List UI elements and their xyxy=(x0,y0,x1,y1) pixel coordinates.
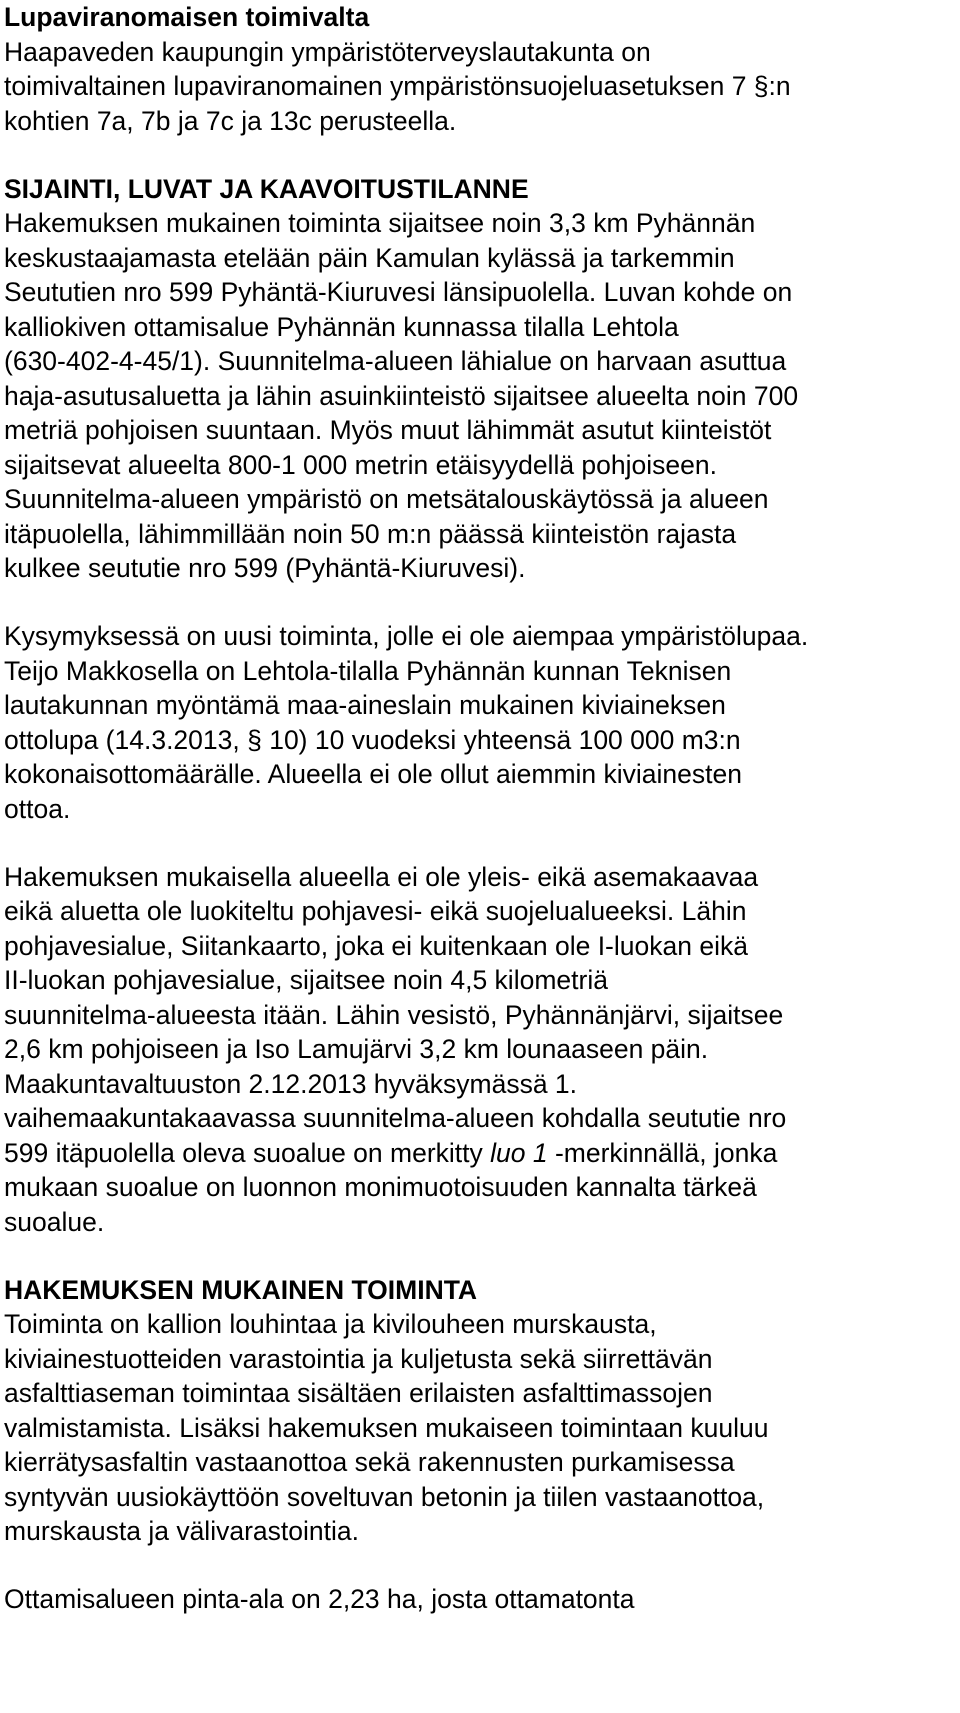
text-line: metriä pohjoisen suuntaan. Myös muut lähimmät asutut kiinteistöt xyxy=(4,415,772,445)
text-line: Haapaveden kaupungin ympäristöterveyslautakunta on xyxy=(4,36,651,67)
section-heading: SIJAINTI, LUVAT JA KAAVOITUSTILANNE xyxy=(4,173,529,204)
paragraph-gap xyxy=(4,1549,954,1583)
text-line: Toiminta on kallion louhintaa ja kivilouheen murskausta, xyxy=(4,1309,657,1339)
paragraph-gap xyxy=(4,826,954,860)
text-line: Maakuntavaltuuston 2.12.2013 hyväksymässä 1. xyxy=(4,1068,578,1099)
section-area xyxy=(4,1582,954,1617)
italic-marking: luo 1 xyxy=(490,1137,548,1168)
text-line: II-luokan pohjavesialue, sijaitsee noin 4,5 kilometriä xyxy=(4,965,608,995)
text-line: suunnitelma-alueesta itään. Lähin vesistö, Pyhännänjärvi, sijaitsee xyxy=(4,999,784,1030)
text-line: kiviainestuotteiden varastointia ja kuljetusta sekä siirrettävän xyxy=(4,1343,713,1374)
document-page xyxy=(4,0,954,1617)
section-activity xyxy=(4,1273,954,1549)
paragraph-gap xyxy=(4,1239,954,1273)
text-line: suoalue. xyxy=(4,1206,105,1237)
section-new-activity xyxy=(4,619,954,826)
text-line-with-italic xyxy=(4,1136,954,1171)
section-location xyxy=(4,172,954,586)
text-line: lautakunnan myöntämä maa-aineslain mukainen kiviaineksen xyxy=(4,690,726,720)
text-line: Seututien nro 599 Pyhäntä-Kiuruvesi länsipuolella. Luvan kohde on xyxy=(4,277,793,307)
text-line: Suunnitelma-alueen ympäristö on metsätalouskäytössä ja alueen xyxy=(4,484,769,514)
text-line: valmistamista. Lisäksi hakemuksen mukaiseen toimintaan kuuluu xyxy=(4,1412,769,1443)
text-line: Hakemuksen mukainen toiminta sijaitsee noin 3,3 km Pyhännän xyxy=(4,208,756,238)
text-line: pohjavesialue, Siitankaarto, joka ei kuitenkaan ole I-luokan eikä xyxy=(4,930,748,961)
text-line: syntyvän uusiokäyttöön soveltuvan betonin ja tiilen vastaanottoa, xyxy=(4,1481,765,1512)
text-line: Ottamisalueen pinta-ala on 2,23 ha, josta ottamatonta xyxy=(4,1584,635,1614)
text-line: ottolupa (14.3.2013, § 10) 10 vuodeksi yhteensä 100 000 m3:n xyxy=(4,724,741,755)
section-zoning xyxy=(4,860,954,1240)
text-line: 2,6 km pohjoiseen ja Iso Lamujärvi 3,2 km lounaaseen päin. xyxy=(4,1034,709,1064)
section-heading: Lupaviranomaisen toimivalta xyxy=(4,2,370,32)
text-line: Kysymyksessä on uusi toiminta, jolle ei ole aiempaa ympäristölupaa. xyxy=(4,621,809,651)
text-line: vaihemaakuntakaavassa suunnitelma-alueen kohdalla seututie nro xyxy=(4,1103,787,1133)
text-line: itäpuolella, lähimmillään noin 50 m:n päässä kiinteistön rajasta xyxy=(4,518,737,549)
text-line: kierrätysasfaltin vastaanottoa sekä rakennusten purkamisessa xyxy=(4,1447,735,1477)
text-line: eikä aluetta ole luokiteltu pohjavesi- eikä suojelualueeksi. Lähin xyxy=(4,896,747,926)
text-line: asfalttiaseman toimintaa sisältäen erilaisten asfalttimassojen xyxy=(4,1378,713,1408)
text-line: Teijo Makkosella on Lehtola-tilalla Pyhännän kunnan Teknisen xyxy=(4,655,732,686)
section-authority xyxy=(4,0,954,138)
text-line: ottoa. xyxy=(4,793,71,824)
text-line: haja-asutusaluetta ja lähin asuinkiinteistö sijaitsee alueelta noin 700 xyxy=(4,380,799,411)
text-line: kokonaisottomäärälle. Alueella ei ole ollut aiemmin kiviainesten xyxy=(4,759,742,789)
text-line: sijaitsevat alueelta 800-1 000 metrin etäisyydellä pohjoiseen. xyxy=(4,449,717,480)
text-run: -merkinnällä, jonka xyxy=(547,1137,778,1168)
text-line: toimivaltainen lupaviranomainen ympäristönsuojeluasetuksen 7 §:n xyxy=(4,71,791,101)
text-line: kulkee seututie nro 599 (Pyhäntä-Kiuruvesi). xyxy=(4,553,526,583)
text-run: 599 itäpuolella oleva suoalue on merkitty xyxy=(4,1137,491,1168)
section-heading: HAKEMUKSEN MUKAINEN TOIMINTA xyxy=(4,1274,478,1305)
text-line: kalliokiven ottamisalue Pyhännän kunnassa tilalla Lehtola xyxy=(4,311,679,342)
paragraph-gap xyxy=(4,586,954,620)
text-line: Hakemuksen mukaisella alueella ei ole yleis- eikä asemakaavaa xyxy=(4,861,759,892)
text-line: murskausta ja välivarastointia. xyxy=(4,1516,359,1546)
text-line: keskustaajamasta etelään päin Kamulan kylässä ja tarkemmin xyxy=(4,242,735,273)
text-line: mukaan suoalue on luonnon monimuotoisuuden kannalta tärkeä xyxy=(4,1172,757,1202)
text-line: kohtien 7a, 7b ja 7c ja 13c perusteella. xyxy=(4,105,457,136)
text-line: (630-402-4-45/1). Suunnitelma-alueen lähialue on harvaan asuttua xyxy=(4,346,787,376)
paragraph-gap xyxy=(4,138,954,172)
